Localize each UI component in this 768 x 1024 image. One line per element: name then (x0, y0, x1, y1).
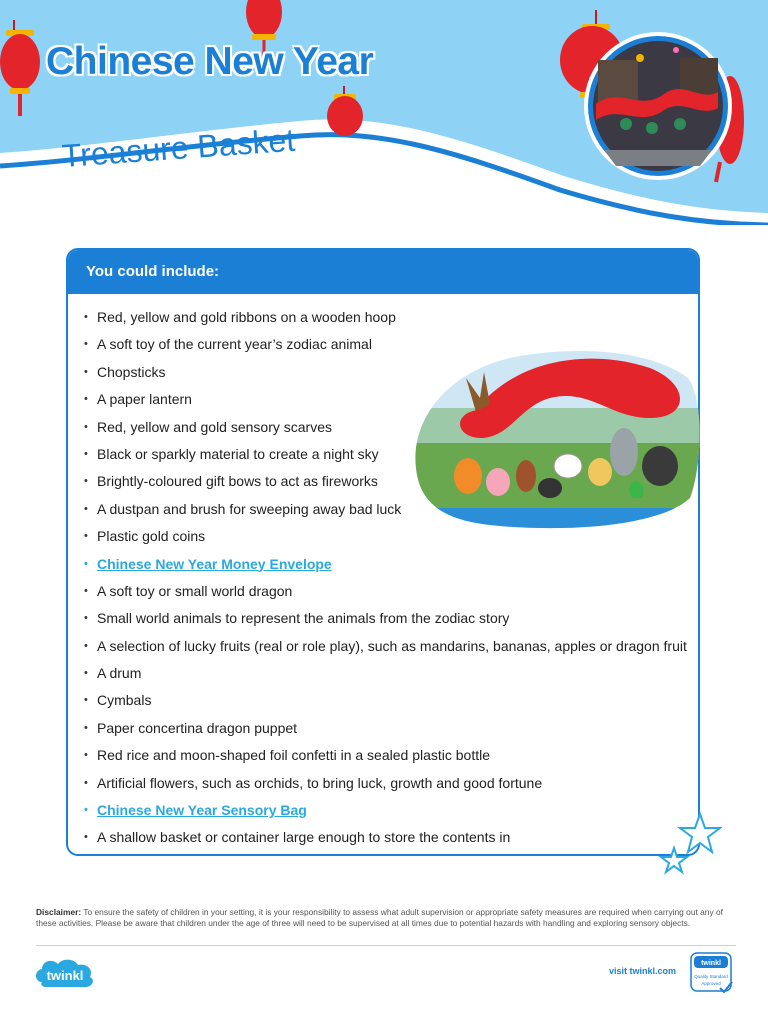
list-item: • A dustpan and brush for sweeping away bad luck (84, 496, 694, 523)
zodiac-animals-picture (410, 348, 702, 530)
header-banner (0, 0, 768, 225)
quality-badge-icon (690, 952, 734, 996)
badge-line2: Approved (701, 981, 721, 986)
disclaimer (36, 907, 728, 929)
list-item: • Chopsticks (84, 359, 694, 386)
list-item: • Small world animals to represent the animals from the zodiac story (84, 605, 694, 632)
list-item: • Cymbals (84, 687, 694, 714)
card-heading: You could include: (68, 250, 698, 294)
list-item: • A drum (84, 660, 694, 687)
list-item: • Red, yellow and gold ribbons on a wooden hoop (84, 304, 694, 331)
list-item: • A selection of lucky fruits (real or role play), such as mandarins, bananas, apples or dragon fruit (84, 633, 694, 660)
list-item: • Paper concertina dragon puppet (84, 715, 694, 742)
list-item: • Plastic gold coins (84, 523, 694, 550)
badge-top-text: twinkl (701, 960, 721, 967)
footer-divider (36, 945, 736, 946)
visit-link[interactable]: visit twinkl.com (609, 966, 677, 976)
stars-decoration-icon (656, 810, 722, 876)
disclaimer-label: Disclaimer: (36, 907, 82, 917)
logo-text: twinkl (46, 968, 84, 983)
list-item: • A paper lantern (84, 386, 694, 413)
list-item: • Black or sparkly material to create a night sky (84, 441, 694, 468)
twinkl-logo[interactable] (34, 956, 98, 990)
disclaimer-text: To ensure the safety of children in your setting, it is your responsibility to assess what adult supervision or appropriate safety measures are required when carrying out any of these activities. Please be aware that children under the age of three will need to be supervised at all times due to potential hazards with handling and exploring sensory objects. (36, 907, 723, 928)
list-item: • Artificial flowers, such as orchids, to bring luck, growth and good fortune (84, 770, 694, 797)
include-list-card (66, 248, 700, 856)
list-item: • Red rice and moon-shaped foil confetti in a sealed plastic bottle (84, 742, 694, 769)
list-item: • Red, yellow and gold sensory scarves (84, 414, 694, 441)
list-item: • A shallow basket or container large enough to store the contents in (84, 824, 694, 851)
page-title: Chinese New Year (46, 40, 374, 83)
page-subtitle: Treasure Basket (60, 121, 297, 174)
badge-line1: Quality Standard (694, 974, 728, 979)
dragon-parade-picture (584, 32, 732, 180)
money-envelope-link[interactable]: • Chinese New Year Money Envelope (84, 551, 694, 578)
list-item: • Brightly-coloured gift bows to act as fireworks (84, 468, 694, 495)
sensory-bag-link[interactable]: • Chinese New Year Sensory Bag (84, 797, 694, 824)
list-item: • A soft toy of the current year’s zodiac animal (84, 331, 694, 358)
list-item: • A soft toy or small world dragon (84, 578, 694, 605)
